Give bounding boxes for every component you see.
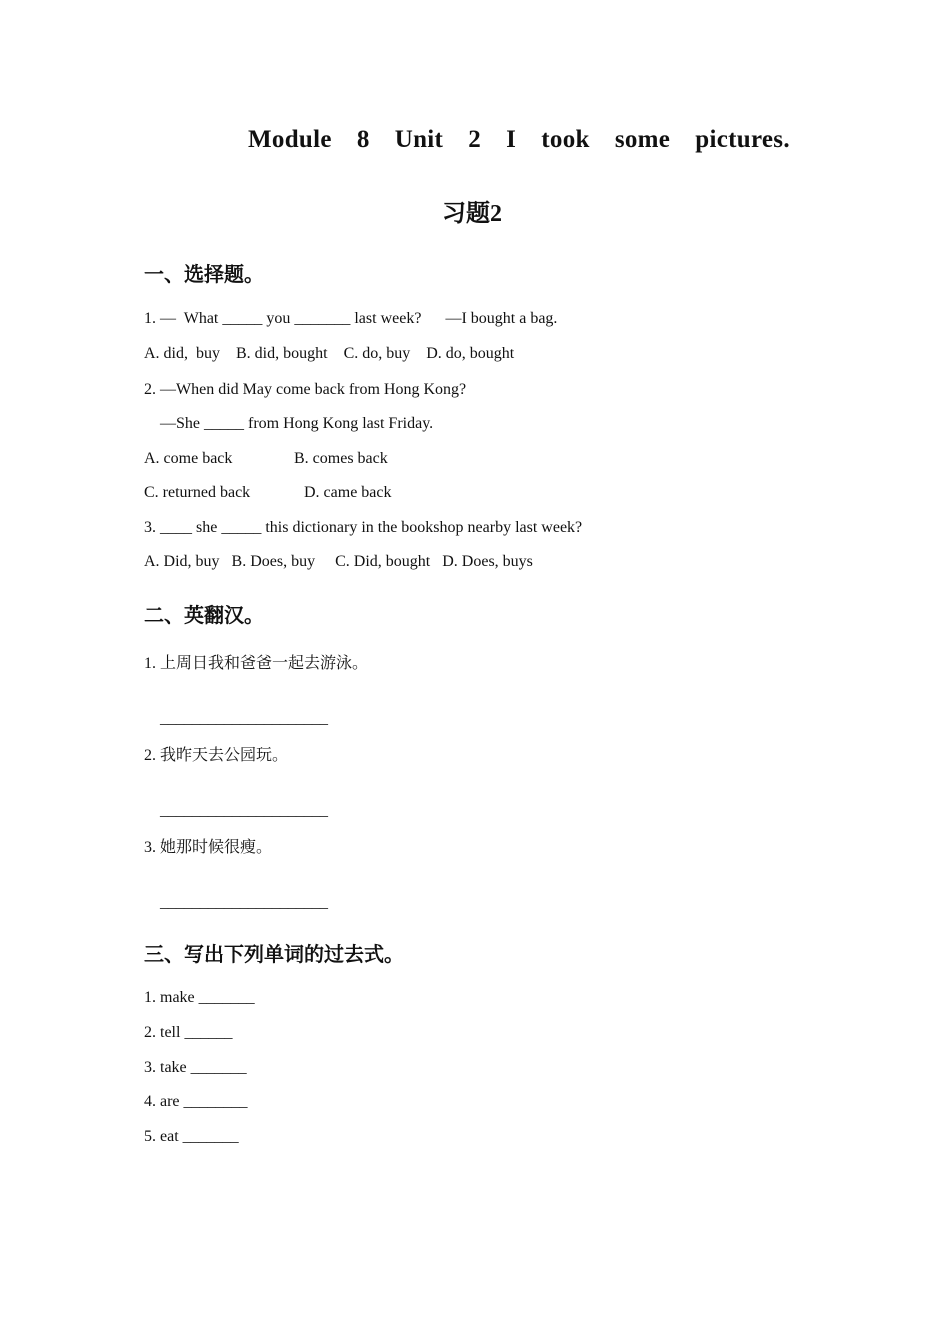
past-tense-item-4: 4. are ________: [144, 1093, 248, 1110]
question-3-options: A. Did, buy B. Does, buy C. Did, bought D. Does, buys: [144, 553, 533, 570]
section-heading-past-tense: 三、写出下列单词的过去式。: [144, 942, 404, 966]
translate-question-1: 1. 上周日我和爸爸一起去游泳。: [144, 655, 369, 672]
question-2-option-d: D. came back: [304, 484, 392, 501]
question-2-option-b: B. comes back: [294, 450, 388, 467]
section-heading-translate: 二、英翻汉。: [144, 603, 264, 627]
section-heading-choice: 一、选择题。: [144, 262, 264, 286]
question-1: 1. — What _____ you _______ last week? —I bought a bag.: [144, 310, 558, 327]
page-title: Module 8 Unit 2 I took some pictures.: [248, 126, 790, 153]
question-2-option-c: C. returned back: [144, 484, 251, 501]
translate-question-2: 2. 我昨天去公园玩。: [144, 747, 289, 764]
question-3: 3. ____ she _____ this dictionary in the bookshop nearby last week?: [144, 519, 583, 536]
page-subtitle: 习题2: [442, 201, 502, 227]
question-1-options: A. did, buy B. did, bought C. do, buy D. do, bought: [144, 345, 515, 362]
past-tense-item-1: 1. make _______: [144, 989, 255, 1006]
past-tense-item-5: 5. eat _______: [144, 1128, 239, 1145]
answer-line-3[interactable]: _____________________: [160, 894, 328, 911]
question-2-option-a: A. come back: [144, 450, 233, 467]
answer-line-2[interactable]: _____________________: [160, 802, 328, 819]
translate-question-3: 3. 她那时候很瘦。: [144, 839, 273, 856]
question-2-line2: —She _____ from Hong Kong last Friday.: [160, 415, 434, 432]
answer-line-1[interactable]: _____________________: [160, 710, 328, 727]
past-tense-item-2: 2. tell ______: [144, 1024, 233, 1041]
past-tense-item-3: 3. take _______: [144, 1059, 247, 1076]
question-2: 2. —When did May come back from Hong Kong?: [144, 381, 467, 398]
